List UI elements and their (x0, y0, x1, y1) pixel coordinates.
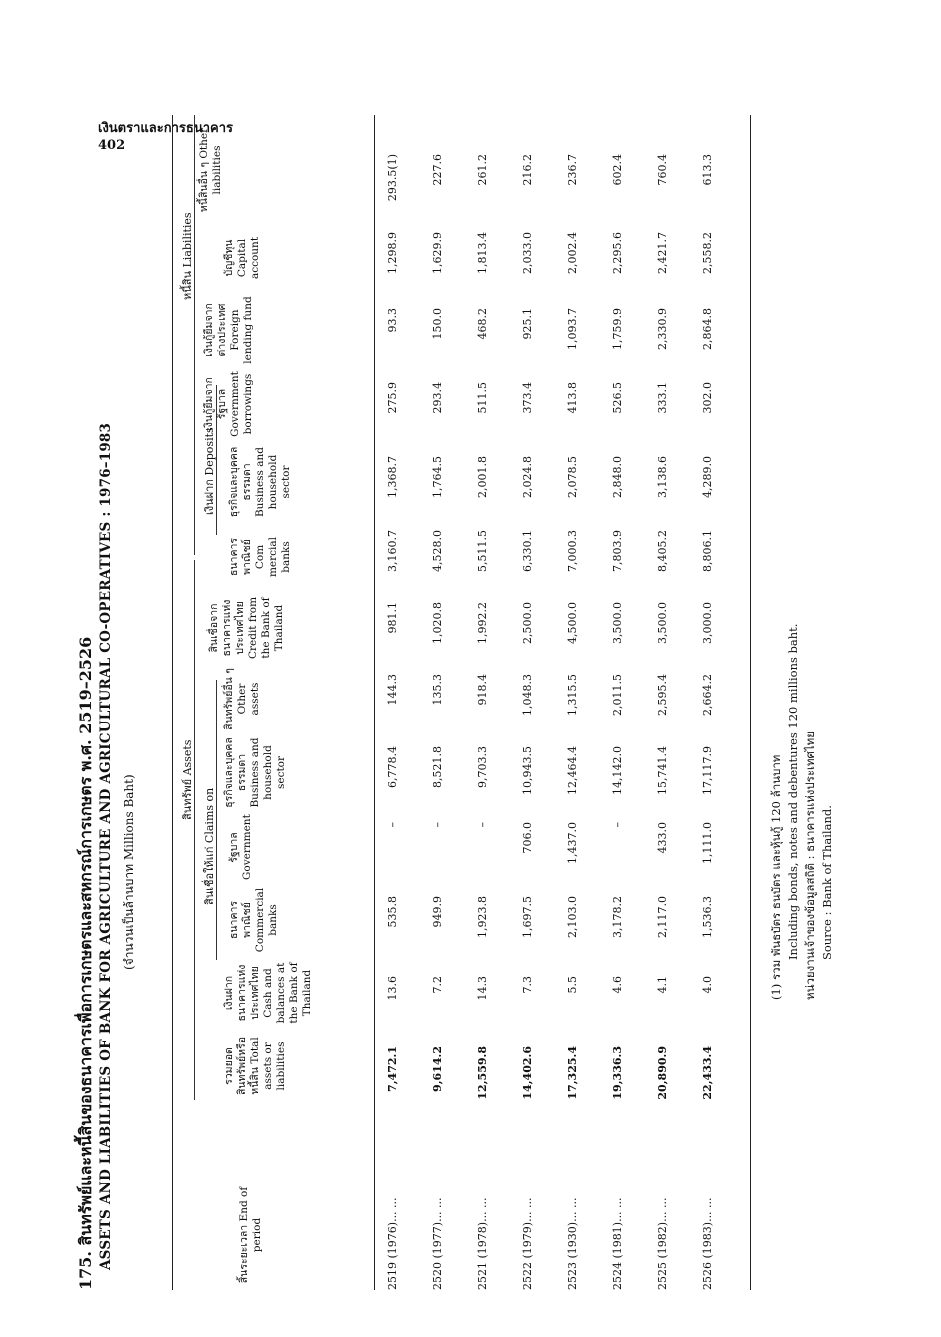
table-title-thai: 175. สินทรัพย์และหนี้สินของธนาคารเพื่อการเกษตรและสหกรณ์การเกษตร พ.ศ. 2519–2526 (76, 636, 95, 1290)
col-header-period: สิ้นระยะเวลา End of period (238, 1186, 263, 1284)
cell-cash: 4.6 (611, 976, 624, 994)
cell-credit-bot: 3,500.0 (656, 602, 669, 644)
cell-commercial-banks: 3,178.2 (611, 896, 624, 938)
cell-other-liabilities: 613.3 (701, 154, 714, 186)
header-thai-title: เงินตราและการธนาคาร (98, 121, 233, 136)
col-header-capital: บัญชีทุน Capital account (223, 236, 261, 280)
cell-foreign-fund: 1,759.9 (611, 308, 624, 350)
cell-capital: 1,813.4 (476, 232, 489, 274)
cell-government: – (611, 822, 624, 828)
rotated-table-page (68, 70, 888, 1300)
cell-foreign-fund: 925.1 (521, 308, 534, 340)
cell-credit-bot: 1,992.2 (476, 602, 489, 644)
footnote-english: Including bonds, notes and debentures 120 millions baht. (786, 623, 800, 960)
cell-cash: 13.6 (386, 976, 399, 1001)
cell-other-assets: 1,048.3 (521, 674, 534, 716)
footnote-thai: (1) รวม พันธบัตร ธนบัตร และหุ้นกู้ 120 ล้านบาท (769, 754, 783, 1000)
table-row (656, 120, 678, 1290)
cell-government: 1,437.0 (566, 822, 579, 864)
cell-business: 15,741.4 (656, 746, 669, 795)
cell-other-assets: 135.3 (431, 674, 444, 706)
cell-cash: 7.2 (431, 976, 444, 994)
cell-commercial-banks: 2,103.0 (566, 896, 579, 938)
group-liabilities-line (194, 115, 195, 555)
col-header-com-banks: ธนาคารพาณิชย์ Com mercial banks (228, 536, 292, 578)
table-row (431, 120, 453, 1290)
cell-business: 17,117.9 (701, 746, 714, 795)
cell-foreign-fund: 2,330.9 (656, 308, 669, 350)
cell-government: – (386, 822, 399, 828)
cell-gov-borrowings: 413.8 (566, 382, 579, 414)
cell-other-liabilities: 236.7 (566, 154, 579, 186)
cell-government: 1,111.0 (701, 822, 714, 864)
cell-household-deposits: 1,764.5 (431, 456, 444, 498)
cell-other-assets: 2,011.5 (611, 674, 624, 716)
cell-com-banks: 4,528.0 (431, 530, 444, 572)
cell-gov-borrowings: 293.4 (431, 382, 444, 414)
cell-other-liabilities: 760.4 (656, 154, 669, 186)
cell-period: 2521 (1978)... ... (476, 1197, 489, 1290)
cell-foreign-fund: 468.2 (476, 308, 489, 340)
cell-commercial-banks: 1,536.3 (701, 896, 714, 938)
col-header-government: รัฐบาล Government (228, 814, 253, 880)
cell-household-deposits: 2,001.8 (476, 456, 489, 498)
cell-cash: 7.3 (521, 976, 534, 994)
cell-business: 8,521.8 (431, 746, 444, 788)
group-assets: สินทรัพย์ Assets (181, 739, 194, 820)
col-header-gov-borrowings: เงินกู้ยืมจากรัฐบาล Government borrowings (203, 371, 254, 437)
cell-other-assets: 1,315.5 (566, 674, 579, 716)
table-title-english: ASSETS AND LIABILITIES OF BANK FOR AGRICULTURE AND AGRICULTURAL CO-OPERATIVES : 1976–1983 (98, 422, 114, 1270)
table-header-rule (374, 115, 375, 1290)
cell-other-liabilities: 216.2 (521, 154, 534, 186)
table-notes (768, 624, 836, 1000)
cell-household-deposits: 3,138.6 (656, 456, 669, 498)
group-liabilities: หนี้สิน Liabilities (181, 212, 194, 300)
cell-total: 17,325.4 (566, 1046, 579, 1100)
cell-business: 9,703.3 (476, 746, 489, 788)
table-row (611, 120, 633, 1290)
col-header-commercial-banks: ธนาคารพาณิชย์ Commercial banks (228, 887, 279, 953)
cell-other-liabilities: 602.4 (611, 154, 624, 186)
cell-total: 7,472.1 (386, 1046, 399, 1092)
cell-business: 6,778.4 (386, 746, 399, 788)
table-unit: (จำนวนเป็นล้านบาท Millions Baht) (122, 774, 136, 970)
table-row (521, 120, 543, 1290)
cell-capital: 2,002.4 (566, 232, 579, 274)
cell-other-liabilities: 261.2 (476, 154, 489, 186)
cell-gov-borrowings: 511.5 (476, 382, 489, 414)
col-header-credit-bot: สินเชื่อจากธนาคารแห่งประเทศไทย Credit from the Bank of Thailand (208, 596, 285, 660)
cell-com-banks: 5,511.5 (476, 530, 489, 572)
cell-gov-borrowings: 275.9 (386, 382, 399, 414)
source-thai: หน่วยงานเจ้าของข้อมูลสถิติ : ธนาคารแห่งประเทศไทย (803, 731, 817, 1000)
cell-commercial-banks: 535.8 (386, 896, 399, 928)
cell-household-deposits: 1,368.7 (386, 456, 399, 498)
group-claims-on-line (216, 680, 217, 960)
cell-total: 22,433.4 (701, 1046, 714, 1100)
page-number: 402 (98, 138, 126, 153)
cell-cash: 5.5 (566, 976, 579, 994)
col-header-foreign-fund: เงินกู้ยืมจากต่างประเทศ Foreign lending fund (203, 296, 254, 364)
cell-commercial-banks: 1,923.8 (476, 896, 489, 938)
cell-other-assets: 918.4 (476, 674, 489, 706)
cell-total: 19,336.3 (611, 1046, 624, 1100)
col-header-household-deposits: ธุรกิจและบุคคลธรรมดา Business and household sector (228, 446, 292, 518)
cell-other-liabilities: 293.5(1) (386, 154, 399, 202)
cell-business: 12,464.4 (566, 746, 579, 795)
cell-com-banks: 8,806.1 (701, 530, 714, 572)
cell-gov-borrowings: 302.0 (701, 382, 714, 414)
cell-household-deposits: 4,289.0 (701, 456, 714, 498)
table-row (566, 120, 588, 1290)
cell-period: 2520 (1977)... ... (431, 1197, 444, 1290)
source-english: Source : Bank of Thailand. (820, 805, 834, 960)
cell-credit-bot: 1,020.8 (431, 602, 444, 644)
cell-total: 20,890.9 (656, 1046, 669, 1100)
cell-government: 706.0 (521, 822, 534, 854)
table-top-rule (172, 115, 173, 1290)
cell-capital: 2,558.2 (701, 232, 714, 274)
cell-cash: 4.1 (656, 976, 669, 994)
cell-commercial-banks: 2,117.0 (656, 896, 669, 938)
cell-capital: 2,033.0 (521, 232, 534, 274)
cell-gov-borrowings: 333.1 (656, 382, 669, 414)
cell-foreign-fund: 2,864.8 (701, 308, 714, 350)
cell-government: 433.0 (656, 822, 669, 854)
cell-foreign-fund: 93.3 (386, 308, 399, 333)
col-header-total: รวมยอดสินทรัพย์หรือหนี้สิน Total assets or liabilities (223, 1036, 287, 1096)
cell-other-assets: 2,664.2 (701, 674, 714, 716)
cell-gov-borrowings: 373.4 (521, 382, 534, 414)
cell-period: 2523 (1930)... ... (566, 1197, 579, 1290)
col-header-business: ธุรกิจและบุคคลธรรมดา Business and household sector (223, 737, 287, 808)
cell-total: 12,559.8 (476, 1046, 489, 1100)
group-assets-line (194, 560, 195, 1100)
cell-other-liabilities: 227.6 (431, 154, 444, 186)
cell-government: – (476, 822, 489, 828)
cell-cash: 4.0 (701, 976, 714, 994)
cell-period: 2526 (1983)... ... (701, 1197, 714, 1290)
cell-com-banks: 7,803.9 (611, 530, 624, 572)
cell-period: 2524 (1981)... ... (611, 1197, 624, 1290)
cell-other-assets: 144.3 (386, 674, 399, 706)
cell-period: 2522 (1979)... ... (521, 1197, 534, 1290)
col-header-other-assets: สินทรัพย์อื่น ๆ Other assets (223, 668, 261, 730)
cell-capital: 2,421.7 (656, 232, 669, 274)
cell-capital: 1,629.9 (431, 232, 444, 274)
cell-credit-bot: 981.1 (386, 602, 399, 634)
col-header-other-liabilities: หนี้สินอื่น ๆ Other liabilities (198, 127, 223, 213)
table-row (386, 120, 408, 1290)
cell-household-deposits: 2,848.0 (611, 456, 624, 498)
cell-other-assets: 2,595.4 (656, 674, 669, 716)
col-header-cash: เงินฝากธนาคารแห่งประเทศไทย Cash and balances at the Bank of Thailand (223, 962, 313, 1024)
cell-commercial-banks: 1,697.5 (521, 896, 534, 938)
cell-business: 10,943.5 (521, 746, 534, 795)
table-bottom-rule (750, 115, 751, 1290)
group-deposits: เงินฝาก Deposits (203, 427, 216, 515)
cell-credit-bot: 3,000.0 (701, 602, 714, 644)
cell-commercial-banks: 949.9 (431, 896, 444, 928)
cell-gov-borrowings: 526.5 (611, 382, 624, 414)
cell-foreign-fund: 150.0 (431, 308, 444, 340)
cell-capital: 2,295.6 (611, 232, 624, 274)
cell-total: 14,402.6 (521, 1046, 534, 1100)
table-row (701, 120, 723, 1290)
cell-government: – (431, 822, 444, 828)
cell-com-banks: 6,330.1 (521, 530, 534, 572)
cell-com-banks: 7,000.3 (566, 530, 579, 572)
cell-household-deposits: 2,078.5 (566, 456, 579, 498)
cell-capital: 1,298.9 (386, 232, 399, 274)
group-claims-on: สินเชื่อให้แก่ Claims on (203, 787, 216, 905)
cell-foreign-fund: 1,093.7 (566, 308, 579, 350)
cell-credit-bot: 3,500.0 (611, 602, 624, 644)
table-row (476, 120, 498, 1290)
cell-business: 14,142.0 (611, 746, 624, 795)
cell-com-banks: 3,160.7 (386, 530, 399, 572)
cell-com-banks: 8,405.2 (656, 530, 669, 572)
cell-period: 2525 (1982)... ... (656, 1197, 669, 1290)
cell-credit-bot: 4,500.0 (566, 602, 579, 644)
cell-household-deposits: 2,024.8 (521, 456, 534, 498)
cell-total: 9,614.2 (431, 1046, 444, 1092)
cell-credit-bot: 2,500.0 (521, 602, 534, 644)
cell-period: 2519 (1976)... ... (386, 1197, 399, 1290)
cell-cash: 14.3 (476, 976, 489, 1001)
